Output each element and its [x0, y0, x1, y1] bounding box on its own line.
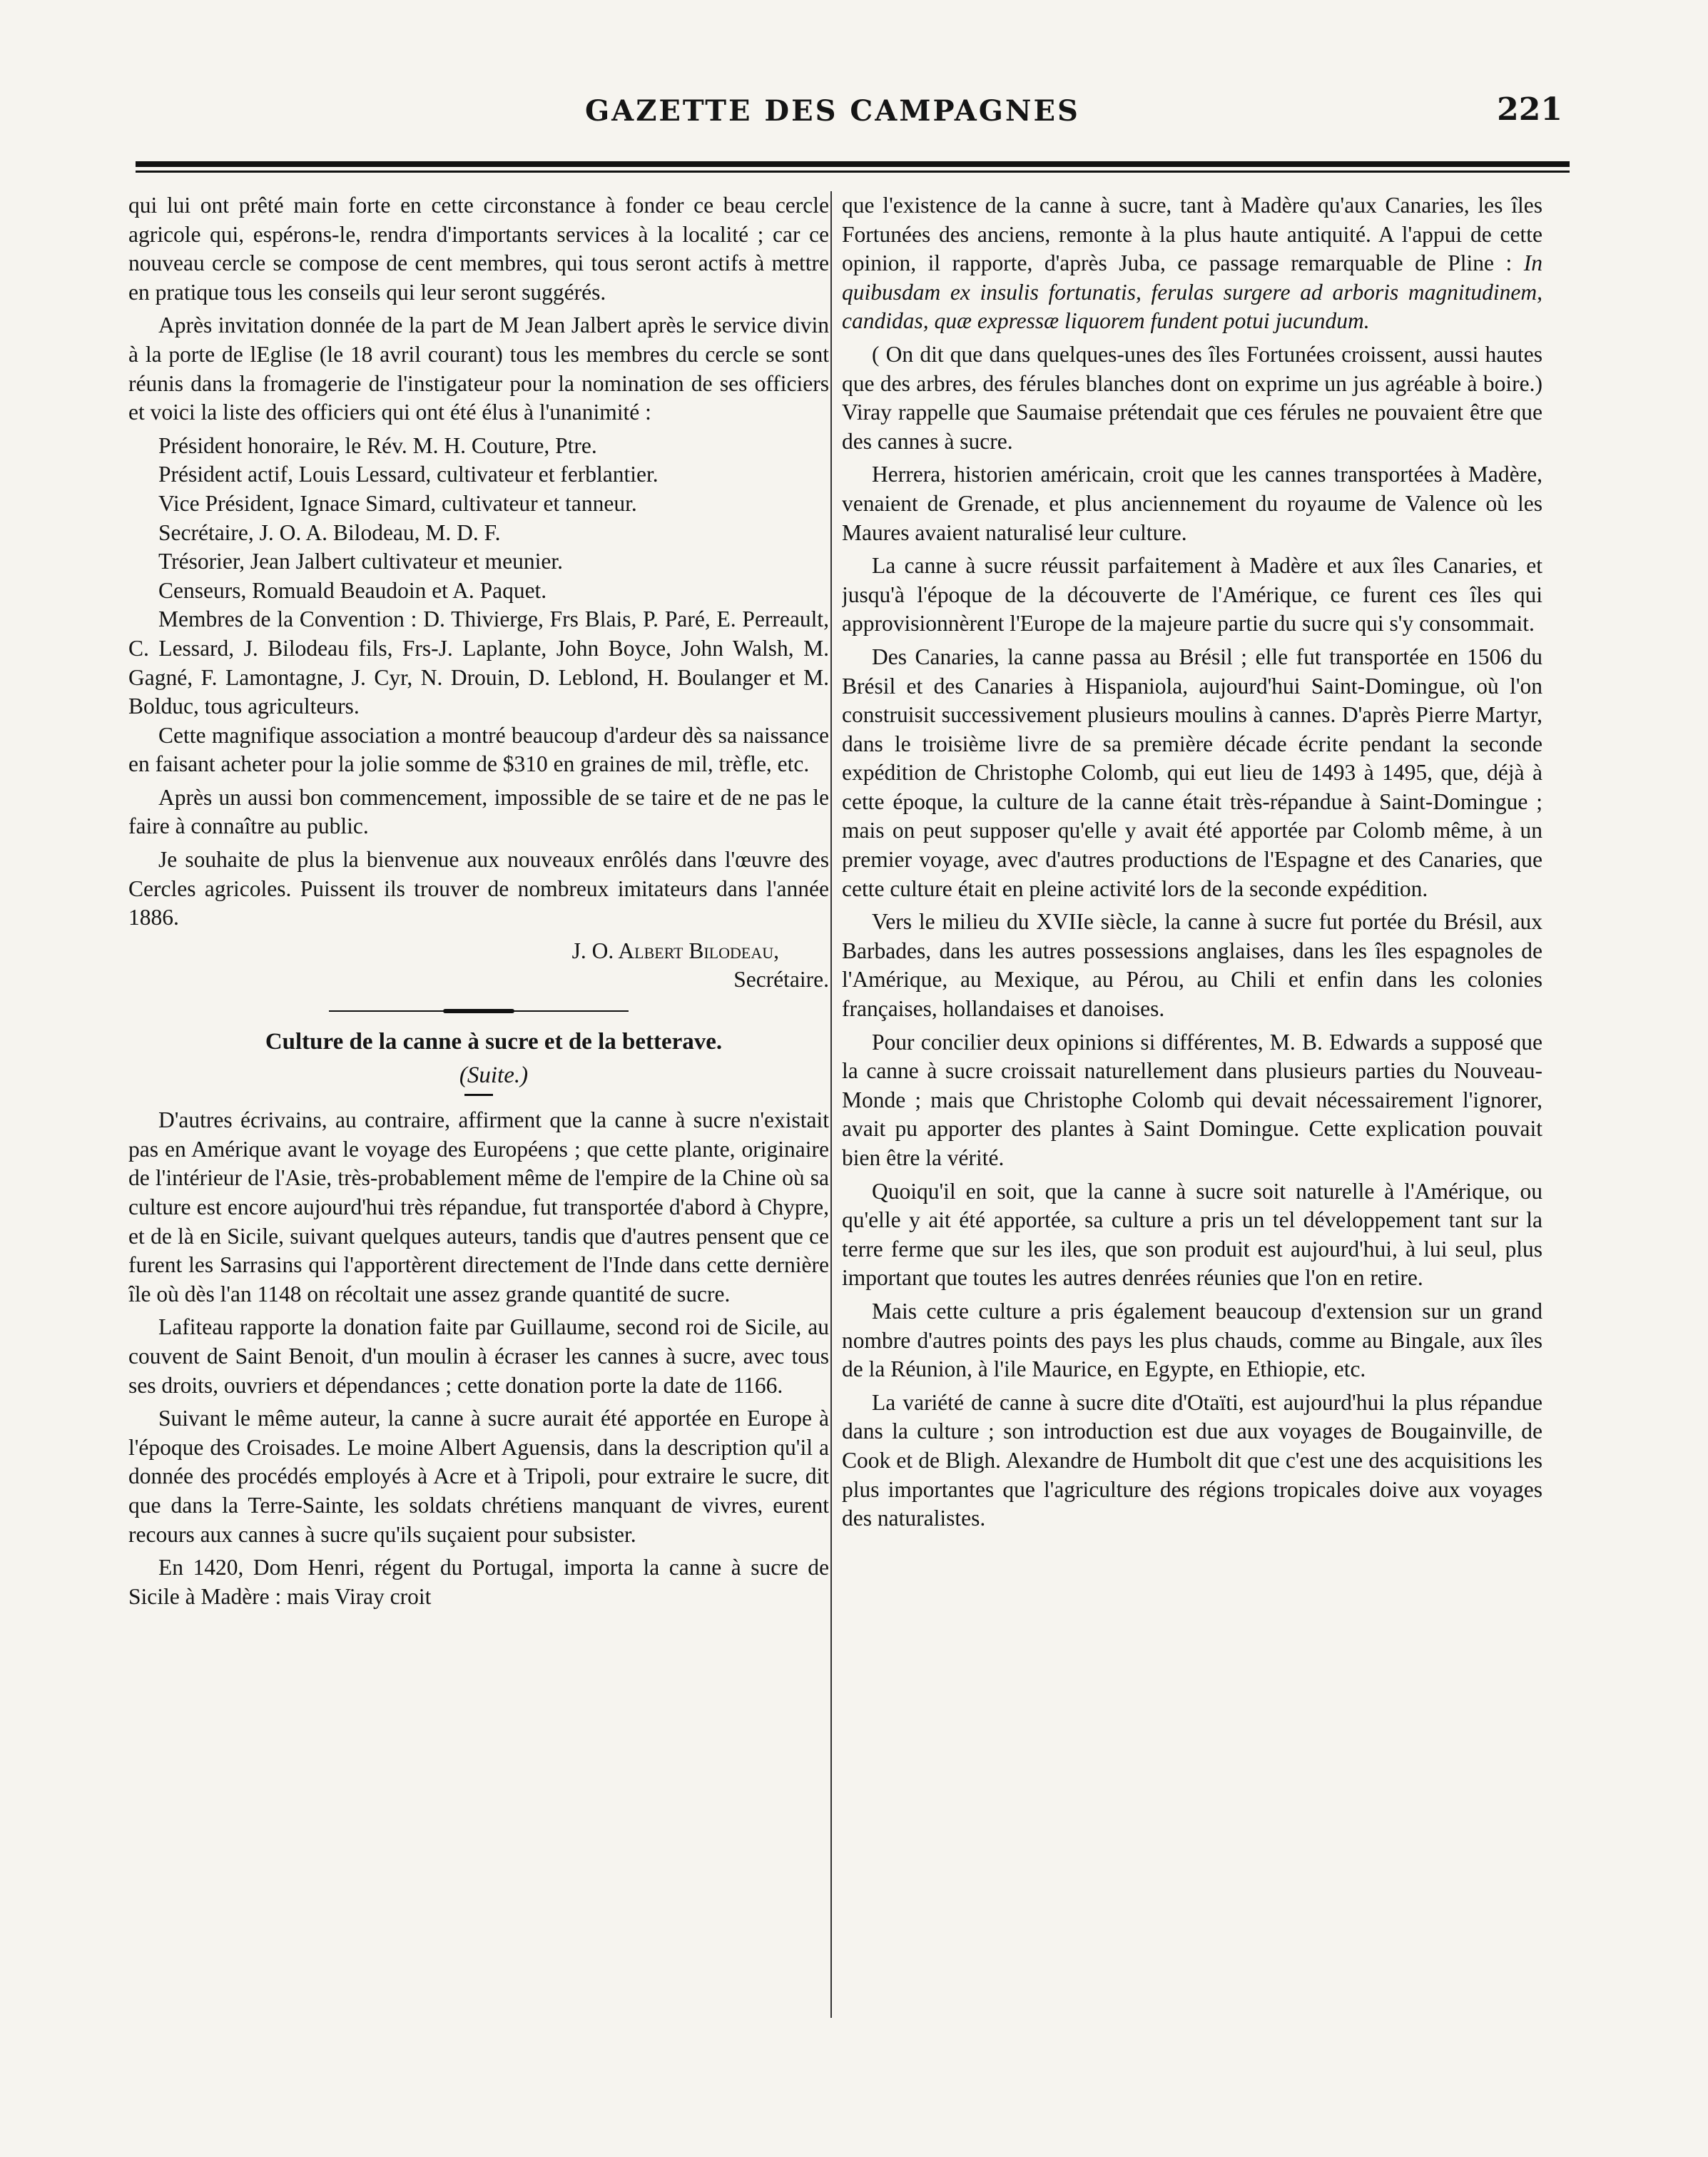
article-title: Culture de la canne à sucre et de la betterave. — [265, 1029, 723, 1055]
article-subtitle: (Suite.) — [459, 1062, 529, 1088]
signature-title: Secrétaire. — [733, 967, 829, 993]
article-paragraph — [842, 191, 1542, 336]
article-paragraph: ( On dit que dans quelques-unes des îles Fortunées croissent, aussi hautes que des arbres, des férules blanches dont on exprime un jus agréable à boire.) Viray rappelle que Saumaise prétendait que ces férules ne pouvaient être que des cannes à sucre. — [842, 341, 1542, 454]
paragraph-text: que l'existence de la canne à sucre, tant à Madère qu'aux Canaries, les îles Fortunées des anciens, remonte à la plus haute antiquité. A l'appui de cette opinion, il rapporte, d'après Juba, ce passage remarquable de Pline : — [842, 193, 1542, 276]
article-paragraph: Suivant le même auteur, la canne à sucre aurait été apportée en Europe à l'époque des Croisades. Le moine Albert Aguensis, dans la description qu'il a donnée des procédés employés à Acre et à Tripoli, pour extraire le sucre, dit que dans la Terre-Sainte, les soldats chrétiens manquant de vivres, eurent recours aux cannes à sucre qu'ils suçaient pour subsister. — [128, 1406, 829, 1547]
roster-entry: Président actif, Louis Lessard, cultivateur et ferblantier. — [158, 462, 659, 487]
running-title: GAZETTE DES CAMPAGNES — [585, 94, 1080, 128]
paragraph-intro: qui lui ont prêté main forte en cette circonstance à fonder ce beau cercle agricole qui, espérons-le, rendra d'importants services à la localité ; car ce nouveau cercle se compose de cent membres, qui tous seront actifs à mettre en pratique tous les conseils qui leur seront suggérés. — [128, 193, 829, 305]
paragraph-commencement: Après un aussi bon commencement, impossible de se taire et de ne pas le faire à connaître au public. — [128, 784, 829, 839]
page-number: 221 — [1497, 91, 1562, 128]
article-paragraph: En 1420, Dom Henri, régent du Portugal, importa la canne à sucre de Sicile à Madère : mais Viray croit — [128, 1555, 829, 1609]
latin-quote: In quibusdam ex insulis fortunatis, ferulas surgere ad arboris magnitudinem, candidas, quæ expressæ liquorem fundent potui jucundum. — [842, 250, 1542, 334]
article-paragraph: Mais cette culture a pris également beaucoup d'extension sur un grand nombre d'autres points des pays les plus chauds, comme au Bingale, aux îles de la Réunion, à l'ile Maurice, en Egypte, en Ethiopie, etc. — [842, 1298, 1542, 1382]
header-rule — [136, 161, 1570, 173]
section-separator — [329, 1010, 629, 1015]
article-paragraph: La variété de canne à sucre dite d'Otaïti, est aujourd'hui la plus répandue dans la culture ; son introduction est due aux voyages de Bougainville, de Cook et de Bligh. Alexandre de Humbolt dit que c'est une des acquisitions les plus importantes que l'agriculture des régions tropicales doive aux voyages des naturalistes. — [842, 1389, 1542, 1531]
paragraph-association: Cette magnifique association a montré beaucoup d'ardeur dès sa naissance en faisant acheter pour la jolie somme de $310 en graines de mil, trèfle, etc. — [128, 722, 829, 777]
left-column — [128, 191, 829, 2018]
officer-roster — [128, 432, 829, 721]
paragraph-welcome: Je souhaite de plus la bienvenue aux nouveaux enrôlés dans l'œuvre des Cercles agricoles. Puissent ils trouver de nombreux imitateurs dans l'année 1886. — [128, 847, 829, 930]
article-paragraph: D'autres écrivains, au contraire, affirment que la canne à sucre n'existait pas en Amérique avant le voyage des Européens ; que cette plante, originaire de l'intérieur de l'Asie, très-probablement même de l'empire de la Chine où sa culture est encore aujourd'hui très répandue, fut transportée d'abord à Chypre, et de là en Sicile, suivant quelques auteurs, tandis que d'autres pensent que ce furent les Sarrasins qui l'apportèrent directement de l'Inde dans cette dernière île où dès l'an 1148 on récoltait une assez grande quantité de sucre. — [128, 1107, 829, 1306]
roster-entry: Membres de la Convention : D. Thivierge, Frs Blais, P. Paré, E. Perreault, C. Lessard, J. Bilodeau fils, Frs-J. Laplante, John Boyce, John Walsh, M. Gagné, F. Lamontagne, J. Cyr, N. Drouin, D. Leblond, H. Boulanger et M. Bolduc, tous agriculteurs. — [128, 607, 829, 719]
page-header — [136, 86, 1562, 143]
article-paragraph: La canne à sucre réussit parfaitement à Madère et aux îles Canaries, et jusqu'à l'époque de la découverte de l'Amérique, ce furent ces îles qui approvisionnèrent l'Europe de la majeure partie du sucre qui s'y consommait. — [842, 553, 1542, 636]
roster-entry: Censeurs, Romuald Beaudoin et A. Paquet. — [158, 577, 547, 603]
paragraph-invitation: Après invitation donnée de la part de M Jean Jalbert après le service divin à la porte de lEglise (le 18 avril courant) tous les membres du cercle se sont réunis dans la fromagerie de l'instigateur pour la nomination de ses officiers et voici la liste des officiers qui ont été élus à l'unanimité : — [128, 313, 829, 425]
article-paragraph: Herrera, historien américain, croit que les cannes transportées à Madère, venaient de Grenade, et plus anciennement du royaume de Valence où les Maures avaient naturalisé leur culture. — [842, 462, 1542, 545]
signature-block — [128, 937, 829, 995]
article-paragraph: Pour concilier deux opinions si différentes, M. B. Edwards a supposé que la canne à sucre croissait naturellement dans plusieurs parties du Nouveau-Monde ; mais que Christophe Colomb qui devait nécessairement l'ignorer, avait pu apporter des plantes à Saint Domingue. Cette explication pouvait bien être la vérité. — [842, 1029, 1542, 1170]
right-column — [842, 191, 1542, 2018]
article-paragraph: Quoiqu'il en soit, que la canne à sucre soit naturelle à l'Amérique, ou qu'elle y ait été apportée, sa culture a pris un tel développement tant sur la terre ferme que sur les iles, que son produit est aujourd'hui, à lui seul, plus important que toutes les autres denrées réunies que l'on en retire. — [842, 1178, 1542, 1291]
roster-entry: Vice Président, Ignace Simard, cultivateur et tanneur. — [158, 490, 637, 516]
roster-entry: Trésorier, Jean Jalbert cultivateur et meunier. — [158, 549, 564, 574]
article-paragraph: Des Canaries, la canne passa au Brésil ; elle fut transportée en 1506 du Brésil et des Canaries à Hispaniola, aujourd'hui Saint-Domingue, où l'on construisit successivement plusieurs moulins à cannes. D'après Pierre Martyr, dans le troisième livre de sa première décade écrite pendant la seconde expédition de Christophe Colomb, qui eut lieu de 1493 à 1495, que, déjà à cette époque, la culture de la canne était très-répandue à Saint-Domingue ; mais on peut supposer qu'elle y avait été apportée par Colomb même, à un premier voyage, avec d'autres productions de l'Espagne et des Canaries, que cette culture était en pleine activité lors de la seconde expédition. — [842, 644, 1542, 901]
title-rule — [464, 1094, 493, 1096]
article-paragraph: Lafiteau rapporte la donation faite par Guillaume, second roi de Sicile, au couvent de Saint Benoit, d'un moulin à écraser les cannes à sucre, avec tous ses droits, ouvriers et dépendances ; cette donation porte la date de 1166. — [128, 1314, 829, 1398]
roster-entry: Président honoraire, le Rév. M. H. Couture, Ptre. — [158, 432, 597, 458]
roster-entry: Secrétaire, J. O. A. Bilodeau, M. D. F. — [158, 519, 501, 545]
article-paragraph: Vers le milieu du XVIIe siècle, la canne à sucre fut portée du Brésil, aux Barbades, dans les autres possessions anglaises, dans les îles espagnoles de l'Amérique, au Mexique, au Pérou, au Chili et enfin dans les colonies françaises, hollandaises et danoises. — [842, 909, 1542, 1022]
column-divider — [830, 191, 832, 2018]
signature-name: J. O. Albert Bilodeau, — [571, 938, 779, 963]
